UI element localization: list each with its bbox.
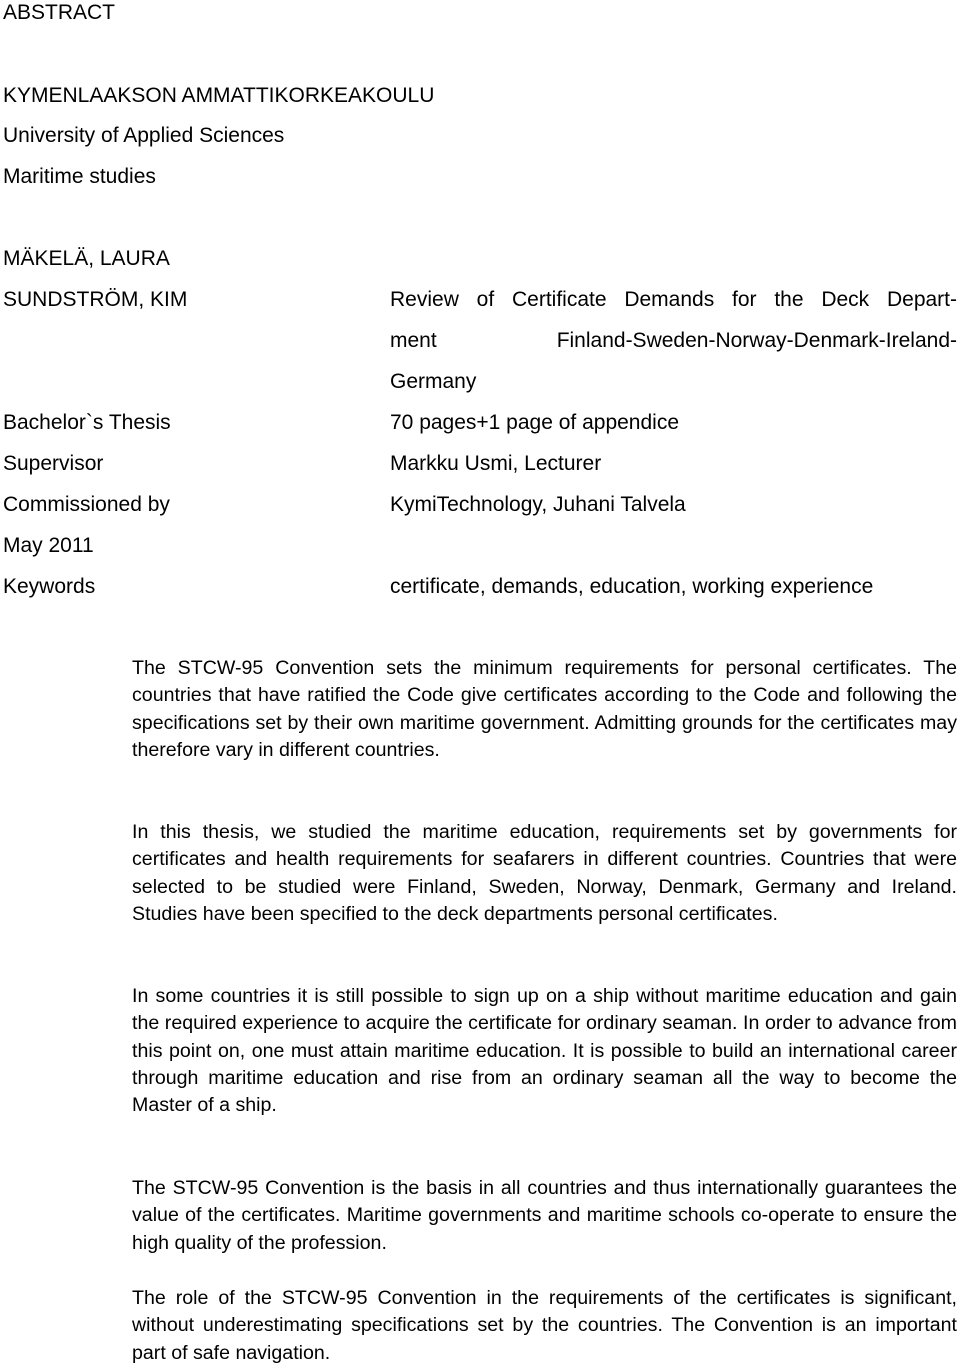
thesis-title-line-2 [390, 327, 957, 354]
keywords-label: Keywords [3, 575, 96, 598]
abstract-paragraph-1: The STCW-95 Convention sets the minimum requirements for personal certificates. The countries that have ratified the Code give certificates according to the Code and following the specifications set by their own maritime government. Admitting grounds for the certificates may therefore vary in different countries. [132, 657, 957, 761]
supervisor-value: Markku Usmi, Lecturer [390, 452, 602, 475]
thesis-type-label: Bachelor`s Thesis [3, 411, 171, 434]
abstract-paragraph-5: The role of the STCW-95 Convention in the requirements of the certificates is significant, without underestimating specifications set by the countries. The Convention is an important part of safe navigation. [132, 1287, 957, 1364]
abstract-heading: ABSTRACT [3, 1, 116, 24]
thesis-title-line-2-word: ment [390, 329, 437, 352]
abstract-paragraph-4: The STCW-95 Convention is the basis in all countries and thus internationally guarantees the value of the certificates. Maritime governments and maritime schools co-operate to ensure the high quality of the profession. [132, 1177, 957, 1254]
supervisor-label: Supervisor [3, 452, 104, 475]
keywords-value: certificate, demands, education, working experience [390, 575, 874, 598]
author-1: MÄKELÄ, LAURA [3, 247, 170, 270]
thesis-title-line-2-rest: Finland-Sweden-Norway-Denmark-Ireland- [556, 329, 957, 352]
abstract-paragraph-2: In this thesis, we studied the maritime education, requirements set by governments for certificates and health requirements for seafarers in different countries. Countries that were selected to be studied were Finland, Sweden, Norway, Denmark, Germany and Ireland. Studies have been specified to the deck departments personal certificates. [132, 821, 957, 925]
institution-name: KYMENLAAKSON AMMATTIKORKEAKOULU [3, 84, 435, 107]
thesis-type-value: 70 pages+1 page of appendice [390, 411, 680, 434]
commissioned-label: Commissioned by [3, 493, 170, 516]
abstract-paragraph-3: In some countries it is still possible to sign up on a ship without maritime education and gain the required experience to acquire the certificate for ordinary seaman. In order to advance from this point on, one must attain maritime education. It is possible to build an international career through maritime education and rise from an ordinary seaman all the way to become the Master of a ship. [132, 985, 957, 1117]
institution-subtitle: University of Applied Sciences [3, 124, 285, 147]
thesis-title-line-3: Germany [390, 370, 477, 393]
publication-date: May 2011 [3, 534, 94, 557]
study-program: Maritime studies [3, 165, 156, 188]
thesis-title-line-1: Review of Certificate Demands for the Deck Depart- [390, 288, 957, 311]
author-2: SUNDSTRÖM, KIM [3, 288, 188, 311]
commissioned-value: KymiTechnology, Juhani Talvela [390, 493, 686, 516]
